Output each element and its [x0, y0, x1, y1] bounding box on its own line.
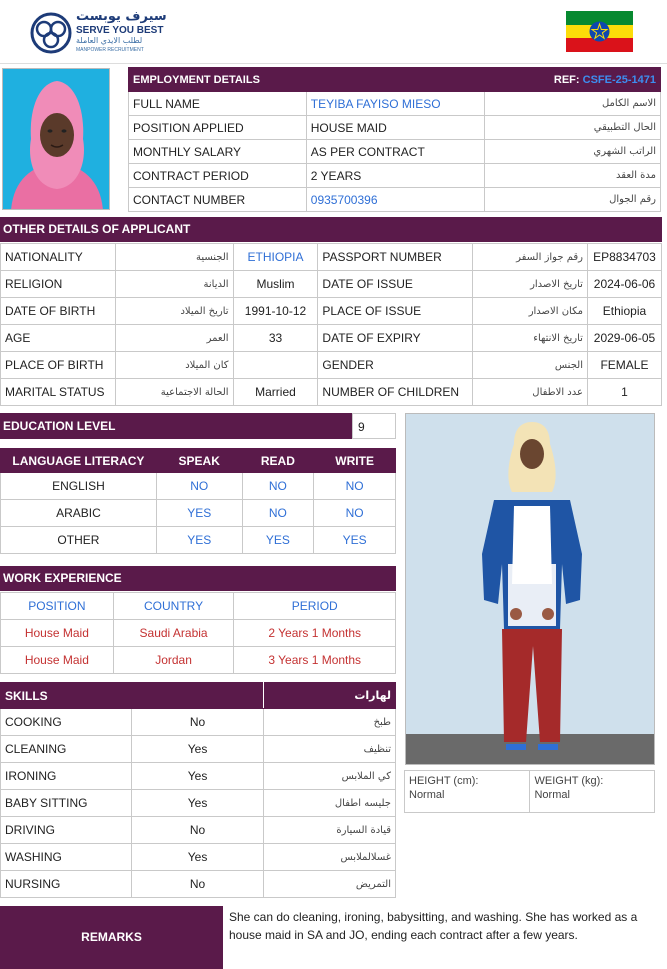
language-literacy-table [0, 448, 396, 554]
height-label: HEIGHT (cm): [409, 775, 479, 787]
detail-value: ETHIOPIA [233, 244, 318, 271]
work-position: House Maid [1, 620, 114, 647]
detail-label-arabic: الجنس [473, 352, 588, 379]
skill-name: NURSING [1, 871, 132, 898]
work-experience-header: WORK EXPERIENCE [0, 566, 396, 591]
detail-label-arabic: تاريخ الانتهاء [473, 325, 588, 352]
skill-name: IRONING [1, 763, 132, 790]
ethiopia-flag-icon [566, 11, 633, 52]
read-value: NO [242, 500, 314, 527]
employment-row [129, 116, 661, 140]
detail-label-arabic: رقم جواز السفر [473, 244, 588, 271]
detail-value: 1991-10-12 [233, 298, 318, 325]
skill-row [1, 736, 396, 763]
detail-label-arabic: الديانة [115, 271, 233, 298]
write-value: NO [314, 500, 396, 527]
language-name: OTHER [1, 527, 157, 554]
other-details-row [1, 325, 662, 352]
skill-name-arabic: قيادة السيارة [264, 817, 396, 844]
skill-value: Yes [131, 736, 264, 763]
employment-value: HOUSE MAID [306, 116, 484, 140]
employment-details-header: EMPLOYMENT DETAILS [129, 68, 307, 92]
skills-header-arabic: لهارات [264, 683, 396, 709]
language-row [1, 500, 396, 527]
detail-value: FEMALE [587, 352, 661, 379]
other-details-row [1, 244, 662, 271]
detail-label-arabic: عدد الاطفال [473, 379, 588, 406]
work-country: Jordan [113, 647, 234, 674]
speak-value: YES [156, 500, 242, 527]
speak-value: NO [156, 473, 242, 500]
skills-table [0, 682, 396, 898]
weight-cell [530, 771, 655, 813]
employment-details-table [128, 67, 661, 212]
work-period: 3 Years 1 Months [234, 647, 396, 674]
language-row [1, 473, 396, 500]
skills-header: SKILLS [1, 683, 132, 709]
work-experience-row [1, 620, 396, 647]
remarks-text: She can do cleaning, ironing, babysitting, and washing. She has worked as a house maid in SA and JO, ending each contract after a few years. [229, 910, 638, 942]
detail-label-arabic: الجنسية [115, 244, 233, 271]
detail-label: PLACE OF BIRTH [1, 352, 116, 379]
detail-label: PASSPORT NUMBER [318, 244, 473, 271]
employment-label-arabic: رقم الجوال [484, 188, 660, 212]
skill-row [1, 844, 396, 871]
detail-label: PLACE OF ISSUE [318, 298, 473, 325]
other-details-row [1, 298, 662, 325]
detail-value: Ethiopia [587, 298, 661, 325]
employment-label: MONTHLY SALARY [129, 140, 307, 164]
header-bar [0, 0, 667, 64]
language-name: ENGLISH [1, 473, 157, 500]
detail-label-arabic: العمر [115, 325, 233, 352]
applicant-portrait-photo [2, 68, 110, 210]
detail-value: Muslim [233, 271, 318, 298]
employment-label: CONTRACT PERIOD [129, 164, 307, 188]
skill-name-arabic: تنظيف [264, 736, 396, 763]
employment-row [129, 140, 661, 164]
detail-label: MARITAL STATUS [1, 379, 116, 406]
skill-name: COOKING [1, 709, 132, 736]
read-value: NO [242, 473, 314, 500]
company-logo [30, 12, 72, 54]
detail-label-arabic: الحالة الاجتماعية [115, 379, 233, 406]
work-country: Saudi Arabia [113, 620, 234, 647]
employment-label-arabic: مدة العقد [484, 164, 660, 188]
speak-value: YES [156, 527, 242, 554]
skill-name: CLEANING [1, 736, 132, 763]
other-details-header: OTHER DETAILS OF APPLICANT [0, 217, 662, 242]
skill-name: DRIVING [1, 817, 132, 844]
detail-value: 2024-06-06 [587, 271, 661, 298]
skill-value: Yes [131, 763, 264, 790]
employment-label: POSITION APPLIED [129, 116, 307, 140]
measurements-table [404, 770, 655, 813]
skill-value: Yes [131, 790, 264, 817]
write-value: NO [314, 473, 396, 500]
skill-value: No [131, 817, 264, 844]
skill-name: BABY SITTING [1, 790, 132, 817]
skill-name: WASHING [1, 844, 132, 871]
skill-row [1, 763, 396, 790]
employment-row [129, 164, 661, 188]
skill-value: No [131, 871, 264, 898]
weight-value: Normal [534, 789, 570, 801]
read-value: YES [242, 527, 314, 554]
employment-label: FULL NAME [129, 92, 307, 116]
work-col-period: PERIOD [234, 593, 396, 620]
education-level-label: EDUCATION LEVEL [0, 413, 352, 439]
detail-label: AGE [1, 325, 116, 352]
ref-cell [306, 68, 660, 92]
detail-label-arabic: تاريخ الاصدار [473, 271, 588, 298]
work-experience-table [0, 592, 396, 674]
brand-arabic-sub: لطلب الايدي العاملة [76, 36, 143, 45]
skill-value: No [131, 709, 264, 736]
language-name: ARABIC [1, 500, 157, 527]
weight-label: WEIGHT (kg): [534, 775, 604, 787]
language-literacy-header: LANGUAGE LITERACY [1, 449, 157, 473]
work-col-position: POSITION [1, 593, 114, 620]
skill-value: Yes [131, 844, 264, 871]
work-experience-row [1, 647, 396, 674]
work-col-country: COUNTRY [113, 593, 234, 620]
skill-row [1, 709, 396, 736]
height-value: Normal [409, 789, 445, 801]
language-row [1, 527, 396, 554]
detail-label-arabic: كان الميلاد [115, 352, 233, 379]
detail-label-arabic: تاريخ الميلاد [115, 298, 233, 325]
detail-value: 33 [233, 325, 318, 352]
detail-label: NATIONALITY [1, 244, 116, 271]
employment-value: 2 YEARS [306, 164, 484, 188]
skill-name-arabic: غسلالملابس [264, 844, 396, 871]
skill-name-arabic: كي الملابس [264, 763, 396, 790]
ref-label: REF: [553, 73, 580, 86]
detail-label-arabic: مكان الاصدار [473, 298, 588, 325]
detail-value: 2029-06-05 [587, 325, 661, 352]
write-value: YES [314, 527, 396, 554]
brand-name: SERVE YOU BEST [76, 25, 164, 36]
detail-label: DATE OF EXPIRY [318, 325, 473, 352]
brand-arabic: سيرف يوبست [76, 9, 167, 24]
other-details-row [1, 352, 662, 379]
employment-value: AS PER CONTRACT [306, 140, 484, 164]
work-period: 2 Years 1 Months [234, 620, 396, 647]
detail-value: 1 [587, 379, 661, 406]
height-cell [405, 771, 530, 813]
employment-value: TEYIBA FAYISO MIESO [306, 92, 484, 116]
brand-tagline: MANPOWER RECRUITMENT [76, 47, 144, 53]
detail-value: EP8834703 [587, 244, 661, 271]
write-header: WRITE [314, 449, 396, 473]
employment-label-arabic: الحال التطبيقي [484, 116, 660, 140]
employment-label-arabic: الاسم الكامل [484, 92, 660, 116]
skills-header-blank [131, 683, 264, 709]
detail-label: GENDER [318, 352, 473, 379]
detail-label: NUMBER OF CHILDREN [318, 379, 473, 406]
other-details-row [1, 271, 662, 298]
other-details-row [1, 379, 662, 406]
work-position: House Maid [1, 647, 114, 674]
other-details-table [0, 243, 662, 406]
education-level-value: 9 [352, 413, 396, 439]
ref-value: CSFE-25-1471 [582, 73, 656, 86]
skill-name-arabic: التمريض [264, 871, 396, 898]
employment-row [129, 188, 661, 212]
employment-label: CONTACT NUMBER [129, 188, 307, 212]
skill-row [1, 817, 396, 844]
detail-value [233, 352, 318, 379]
skill-name-arabic: جليسه اطفال [264, 790, 396, 817]
skill-row [1, 790, 396, 817]
skill-row [1, 871, 396, 898]
detail-value: Married [233, 379, 318, 406]
employment-row [129, 92, 661, 116]
employment-value: 0935700396 [306, 188, 484, 212]
employment-label-arabic: الراتب الشهري [484, 140, 660, 164]
detail-label: DATE OF ISSUE [318, 271, 473, 298]
skill-name-arabic: طبخ [264, 709, 396, 736]
read-header: READ [242, 449, 314, 473]
remarks-label: REMARKS [0, 906, 223, 969]
detail-label: RELIGION [1, 271, 116, 298]
applicant-full-body-photo [405, 413, 655, 765]
speak-header: SPEAK [156, 449, 242, 473]
detail-label: DATE OF BIRTH [1, 298, 116, 325]
